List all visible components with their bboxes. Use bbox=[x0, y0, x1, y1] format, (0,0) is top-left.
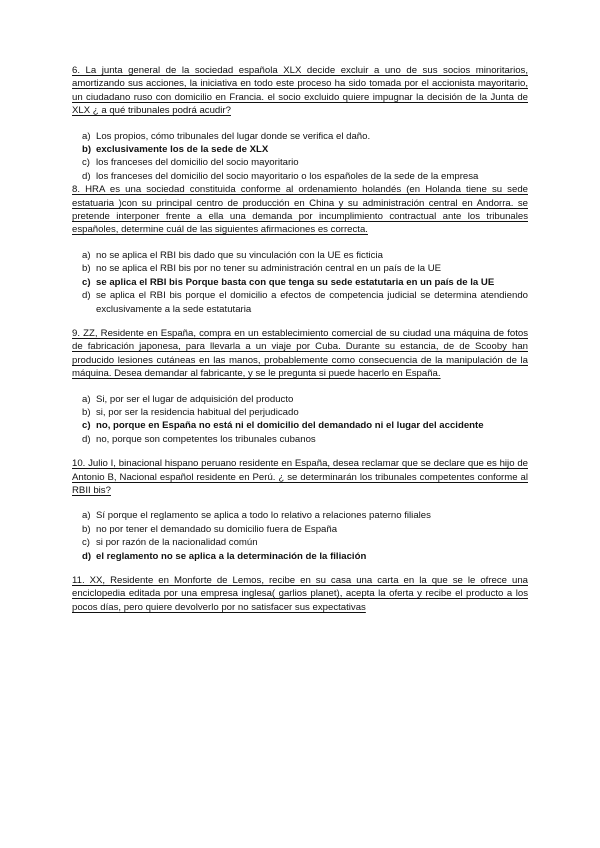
question-6-options bbox=[72, 130, 528, 184]
option-9a: a) Si, por ser el lugar de adquisición del producto bbox=[82, 393, 294, 405]
option-8a: a) no se aplica el RBI bis dado que su vinculación con la UE es ficticia bbox=[82, 249, 383, 261]
question-10-text: 10. Julio I, binacional hispano peruano residente en España, desea reclamar que se declare que es hijo de Antonio B, Nacional español residente en Perú. ¿ se determinarán los tribunales competentes conforme al RBII bis? bbox=[72, 458, 528, 496]
question-11 bbox=[72, 574, 528, 614]
option-9c: c) no, porque en España no está ni el domicilio del demandado ni el lugar del accidente bbox=[82, 420, 484, 432]
option-10d: d) el reglamento no se aplica a la determinación de la filiación bbox=[82, 550, 367, 562]
option-6a: a) Los propios, cómo tribunales del lugar donde se verifica el daño. bbox=[82, 130, 371, 142]
question-9 bbox=[72, 327, 528, 446]
option-10a: a) Sí porque el reglamento se aplica a todo lo relativo a relaciones paterno filiales bbox=[82, 510, 431, 522]
option-8d: d) se aplica el RBI bis porque el domicilio a efectos de competencia judicial se determina atendiendo exclusivamente a la sede estatutaria bbox=[82, 290, 528, 315]
option-10c: c) si por razón de la nacionalidad común bbox=[82, 537, 258, 549]
spacer bbox=[72, 446, 528, 457]
question-8-options bbox=[72, 249, 528, 316]
spacer bbox=[72, 563, 528, 574]
question-8 bbox=[72, 183, 528, 316]
question-10-options bbox=[72, 509, 528, 563]
option-10b: b) no por tener el demandado su domicilio fuera de España bbox=[82, 523, 338, 535]
option-6c: c) los franceses del domicilio del socio mayoritario bbox=[82, 157, 299, 169]
question-11-text: 11. XX, Residente en Monforte de Lemos, recibe en su casa una carta en la que se le ofrece una enciclopedia editada por una empresa inglesa( garlios planet), acepta la oferta y recibe el producto a los pocos días, pero quiere devolverlo por no satisfacer sus expectativas bbox=[72, 575, 528, 613]
option-6b: b) exclusivamente los de la sede de XLX bbox=[82, 144, 269, 156]
option-6d: d) los franceses del domicilio del socio mayoritario o los españoles de la sede de la empresa bbox=[82, 170, 479, 182]
question-6-text: 6. La junta general de la sociedad española XLX decide excluir a uno de sus socios minoritarios, amortizando sus acciones, la iniciativa en todo este proceso ha sido tomada por el accionista mayoritario, un ciudadano ruso con domicilio en Francia. el socio excluido quiere impugnar la decisión de la Junta de XLX ¿ a qué tribunales podrá acudir? bbox=[72, 65, 528, 117]
question-6 bbox=[72, 64, 528, 183]
question-8-text: 8. HRA es una sociedad constituida conforme al ordenamiento holandés (en Holanda tiene su sede estatuaria )con su principal centro de producción en China y su administración central en Andorra. se pretende interponer frente a ella una demanda por incumplimiento contractual ante los tribunales españoles, determine cuál de las siguientes afirmaciones es correcta. bbox=[72, 184, 528, 236]
question-9-options bbox=[72, 393, 528, 447]
option-8c: c) se aplica el RBI bis Porque basta con que tenga su sede estatutaria en un país de la UE bbox=[82, 276, 495, 288]
spacer bbox=[72, 316, 528, 327]
option-9b: b) si, por ser la residencia habitual del perjudicado bbox=[82, 406, 299, 418]
option-8b: b) no se aplica el RBI bis por no tener su administración central en un país de la UE bbox=[82, 263, 442, 275]
question-9-text: 9. ZZ, Residente en España, compra en un establecimiento comercial de su ciudad una máquina de fotos de fabricación japonesa, para llevarla a un viaje por Cuba. Durante su estancia, de de Scooby han producido lesiones cutáneas en las manos, probablemente como consecuencia de la manipulación de la máquina. Desea demandar al fabricante, y se le pregunta si puede hacerlo en España. bbox=[72, 327, 528, 380]
question-10 bbox=[72, 457, 528, 563]
option-9d: d) no, porque son competentes los tribunales cubanos bbox=[82, 433, 316, 445]
document-page bbox=[72, 64, 528, 614]
